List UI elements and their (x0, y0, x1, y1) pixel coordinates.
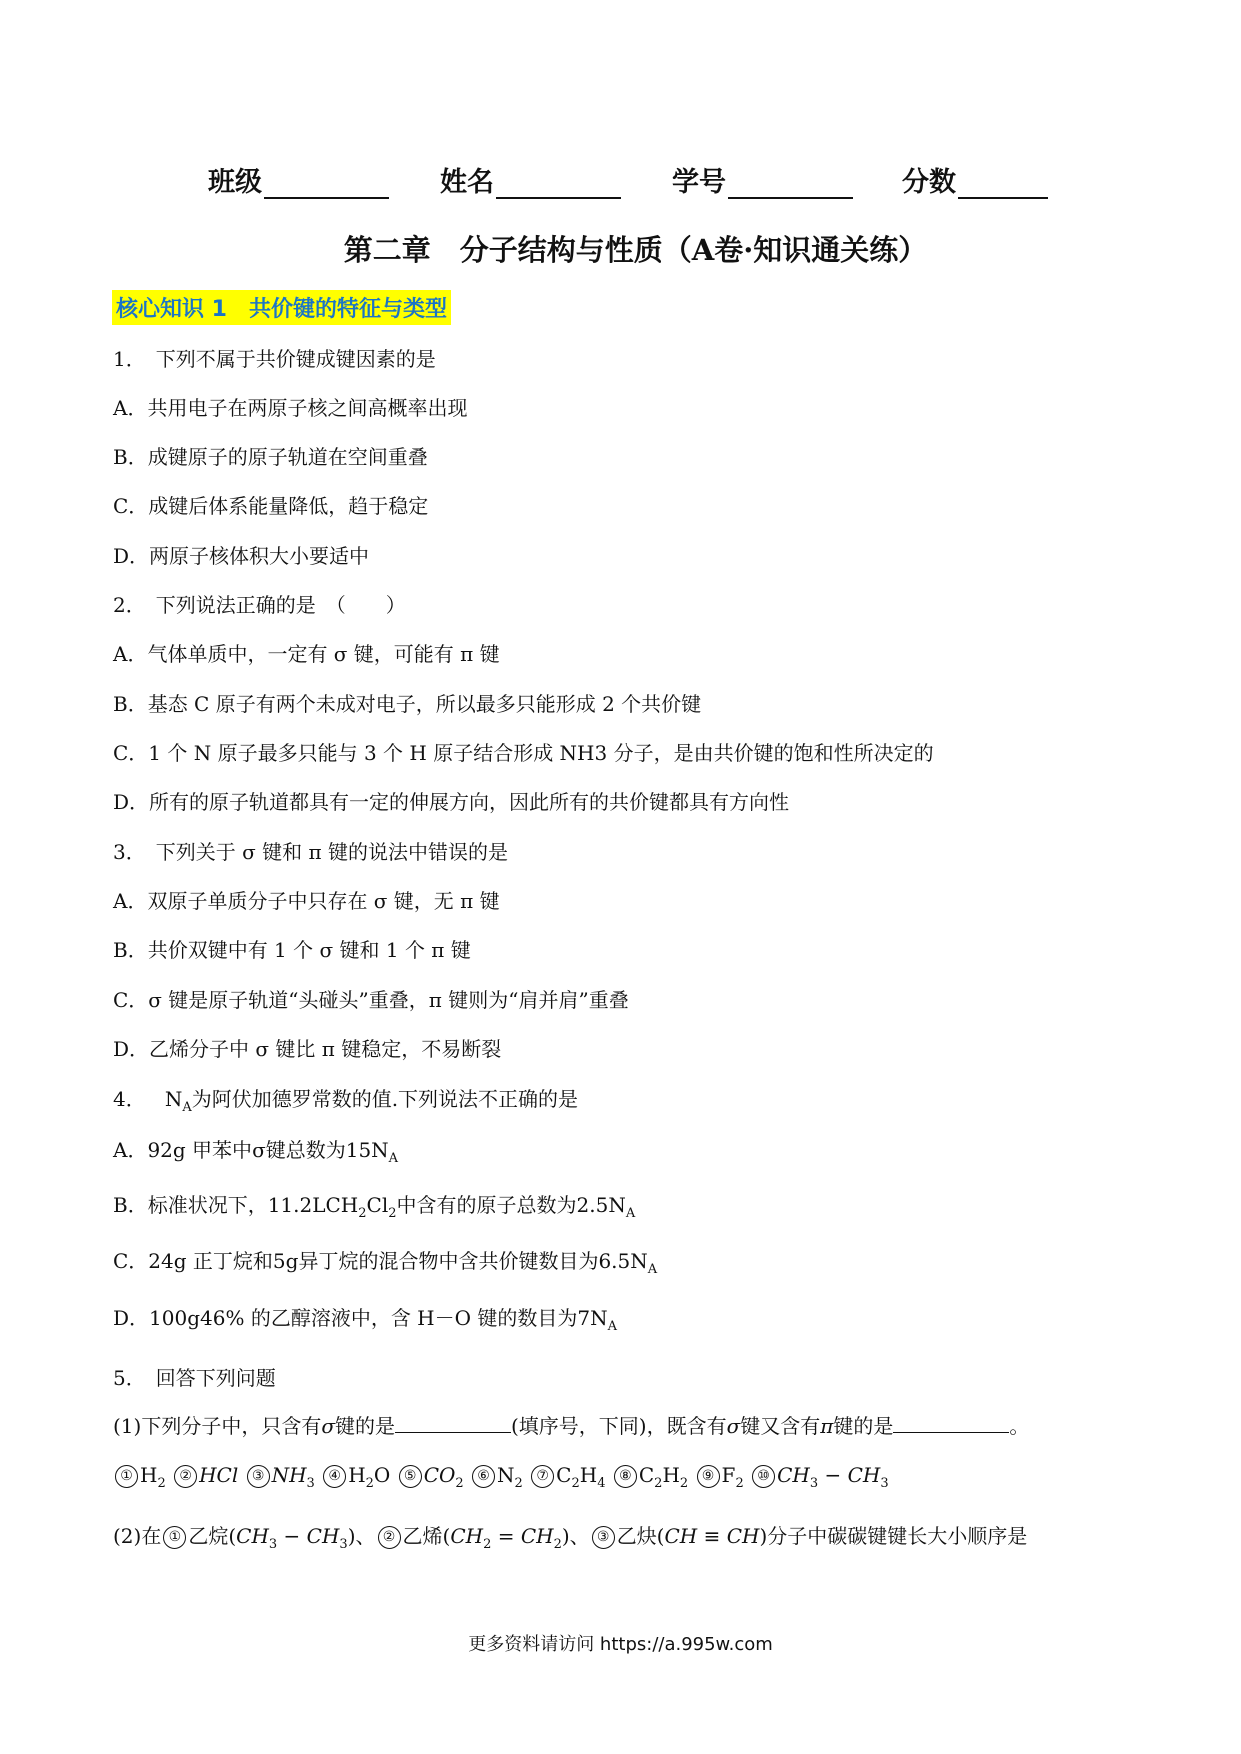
q4-c-text: C．24g 正丁烷和5g异丁烷的混合物中含共价键数目为6.5N (113, 1249, 648, 1273)
q4-option-d (113, 1302, 617, 1334)
q5-p1-end: 。 (1009, 1414, 1030, 1438)
class-label: 班级 (208, 167, 262, 198)
q4-d-sub: A (607, 1319, 617, 1334)
q4-option-c (113, 1245, 657, 1277)
q4-na: N (164, 1087, 183, 1111)
q2-option-b: B．基态 C 原子有两个未成对电子，所以最多只能形成 2 个共价键 (113, 692, 702, 716)
q5-p1-sigma2: σ (726, 1414, 741, 1438)
q5-p2-a: (2)在 (113, 1524, 162, 1548)
q4-number: 4． (113, 1087, 146, 1111)
molecule-9-marker: ⑨ (697, 1465, 720, 1488)
marker-ethane: ① (163, 1526, 186, 1549)
q5-p1-pi: π (820, 1414, 834, 1438)
answer-blank-1[interactable] (395, 1412, 511, 1433)
name-blank[interactable] (496, 165, 621, 199)
marker-ethene: ② (378, 1526, 401, 1549)
q3-option-d: D．乙烯分子中 σ 键比 π 键稳定，不易断裂 (113, 1037, 502, 1061)
q4-na-sub: A (182, 1100, 192, 1115)
q4-a-prefix: A．92g 甲苯中 (113, 1138, 253, 1162)
q1-option-c: C．成键后体系能量降低，趋于稳定 (113, 494, 429, 518)
molecule-3-marker: ③ (247, 1465, 270, 1488)
q5-p2-c: )、 (347, 1524, 376, 1548)
class-field (208, 160, 389, 199)
q4-a-sigma: σ (252, 1138, 266, 1162)
q2-option-c: C．1 个 N 原子最多只能与 3 个 H 原子结合形成 NH3 分子，是由共价键的饱和性所决定的 (113, 741, 934, 765)
id-blank[interactable] (728, 165, 853, 199)
molecule-7-marker: ⑦ (531, 1465, 554, 1488)
q4-option-a (113, 1134, 398, 1166)
q2-option-d: D．所有的原子轨道都具有一定的伸展方向，因此所有的共价键都具有方向性 (113, 790, 790, 814)
q5-p1-d: 键又含有 (740, 1414, 821, 1438)
q4-stem (113, 1083, 578, 1115)
q5-part2: (2)在 ① 乙烷$(CH_3 - CH_3)$、 ② 乙烯$(CH_2 = CH_2)$、 ③ 乙炔(CH ≡ CH)分子中碳碳键键长大小顺序是 (113, 1524, 1028, 1552)
q4-c-sub: A (647, 1262, 658, 1277)
name-field (440, 160, 621, 199)
molecule-5-marker: ⑤ (399, 1465, 422, 1488)
q5-p2-e: )、 (561, 1524, 590, 1548)
page-title: 第二章 分子结构与性质（A卷·知识通关练） (343, 233, 928, 267)
q5-stem: 5． 回答下列问题 (113, 1366, 276, 1390)
q4-b-prefix: B．标准状况下，11.2LCH (113, 1193, 359, 1217)
q5-p2-g: )分子中碳碳键键长大小顺序是 (759, 1524, 1028, 1548)
score-blank[interactable] (958, 165, 1048, 199)
q5-p1-sigma: σ (321, 1414, 335, 1438)
q4-b-rest: 中含有的原子总数为2.5N (396, 1193, 626, 1217)
q4-a-sub: A (388, 1151, 399, 1166)
q5-molecule-list: ① $H_2$ ② HCl ③ $NH_3$ ④ $H_2O$ ⑤ $CO_2$ ⑥ $N_2$ ⑦ $C_2H_4$ ⑧ $C_2H_2$ ⑨ $F_2$ ⑩ $CH_3 - CH_3$ (113, 1463, 889, 1491)
molecule-4-marker: ④ (323, 1465, 346, 1488)
score-field (902, 160, 1048, 199)
q5-p2-f: 乙炔( (616, 1524, 665, 1548)
name-label: 姓名 (440, 167, 494, 198)
molecule-8-marker: ⑧ (614, 1465, 637, 1488)
q2-stem: 2． 下列说法正确的是 （ ） (113, 593, 406, 617)
q4-b-mid: Cl (366, 1193, 389, 1217)
molecule-1-marker: ① (115, 1465, 138, 1488)
q2-option-a: A．气体单质中，一定有 σ 键，可能有 π 键 (113, 642, 500, 666)
q3-stem: 3． 下列关于 σ 键和 π 键的说法中错误的是 (113, 840, 508, 864)
q4-b-sub1: 2 (358, 1206, 367, 1221)
q3-option-a: A．双原子单质分子中只存在 σ 键，无 π 键 (113, 889, 500, 913)
marker-ethyne: ③ (592, 1526, 615, 1549)
q5-p1-a: (1)下列分子中，只含有 (113, 1414, 322, 1438)
molecule-10-marker: ⑩ (752, 1465, 775, 1488)
class-blank[interactable] (264, 165, 389, 199)
q5-p1-e: 键的是 (833, 1414, 894, 1438)
q4-b-sub3: A (625, 1206, 636, 1221)
q1-stem: 1． 下列不属于共价键成键因素的是 (113, 347, 436, 371)
answer-blank-2[interactable] (893, 1412, 1009, 1433)
molecule-6-marker: ⑥ (472, 1465, 495, 1488)
id-label: 学号 (672, 167, 726, 198)
q4-d-text: D．100g46% 的乙醇溶液中，含 H－O 键的数目为7N (113, 1306, 608, 1330)
q5-p1-b: 键的是 (335, 1414, 395, 1438)
q4-stem-text: 为阿伏加德罗常数的值.下列说法不正确的是 (191, 1087, 579, 1111)
id-field (672, 160, 853, 199)
q5-p1-c: (填序号，下同)，既含有 (511, 1414, 727, 1438)
footer-link[interactable]: 更多资料请访问 https://a.995w.com (468, 1634, 773, 1655)
q3-option-b: B．共价双键中有 1 个 σ 键和 1 个 π 键 (113, 938, 471, 962)
molecule-2-marker: ② (174, 1465, 197, 1488)
q5-p2-d: 乙烯( (402, 1524, 451, 1548)
q4-b-sub2: 2 (388, 1206, 397, 1221)
q1-option-d: D．两原子核体积大小要适中 (113, 544, 370, 568)
q5-part1 (113, 1410, 1029, 1439)
score-label: 分数 (902, 167, 956, 198)
q1-option-b: B．成键原子的原子轨道在空间重叠 (113, 445, 428, 469)
q5-p2-b: 乙烷( (188, 1524, 237, 1548)
q4-option-b (113, 1189, 635, 1221)
q4-a-mid: 键总数为15N (265, 1138, 389, 1162)
q1-option-a: A．共用电子在两原子核之间高概率出现 (113, 396, 468, 420)
section-heading: 核心知识 1 共价键的特征与类型 (112, 290, 451, 325)
q3-option-c: C．σ 键是原子轨道“头碰头”重叠，π 键则为“肩并肩”重叠 (113, 988, 629, 1012)
